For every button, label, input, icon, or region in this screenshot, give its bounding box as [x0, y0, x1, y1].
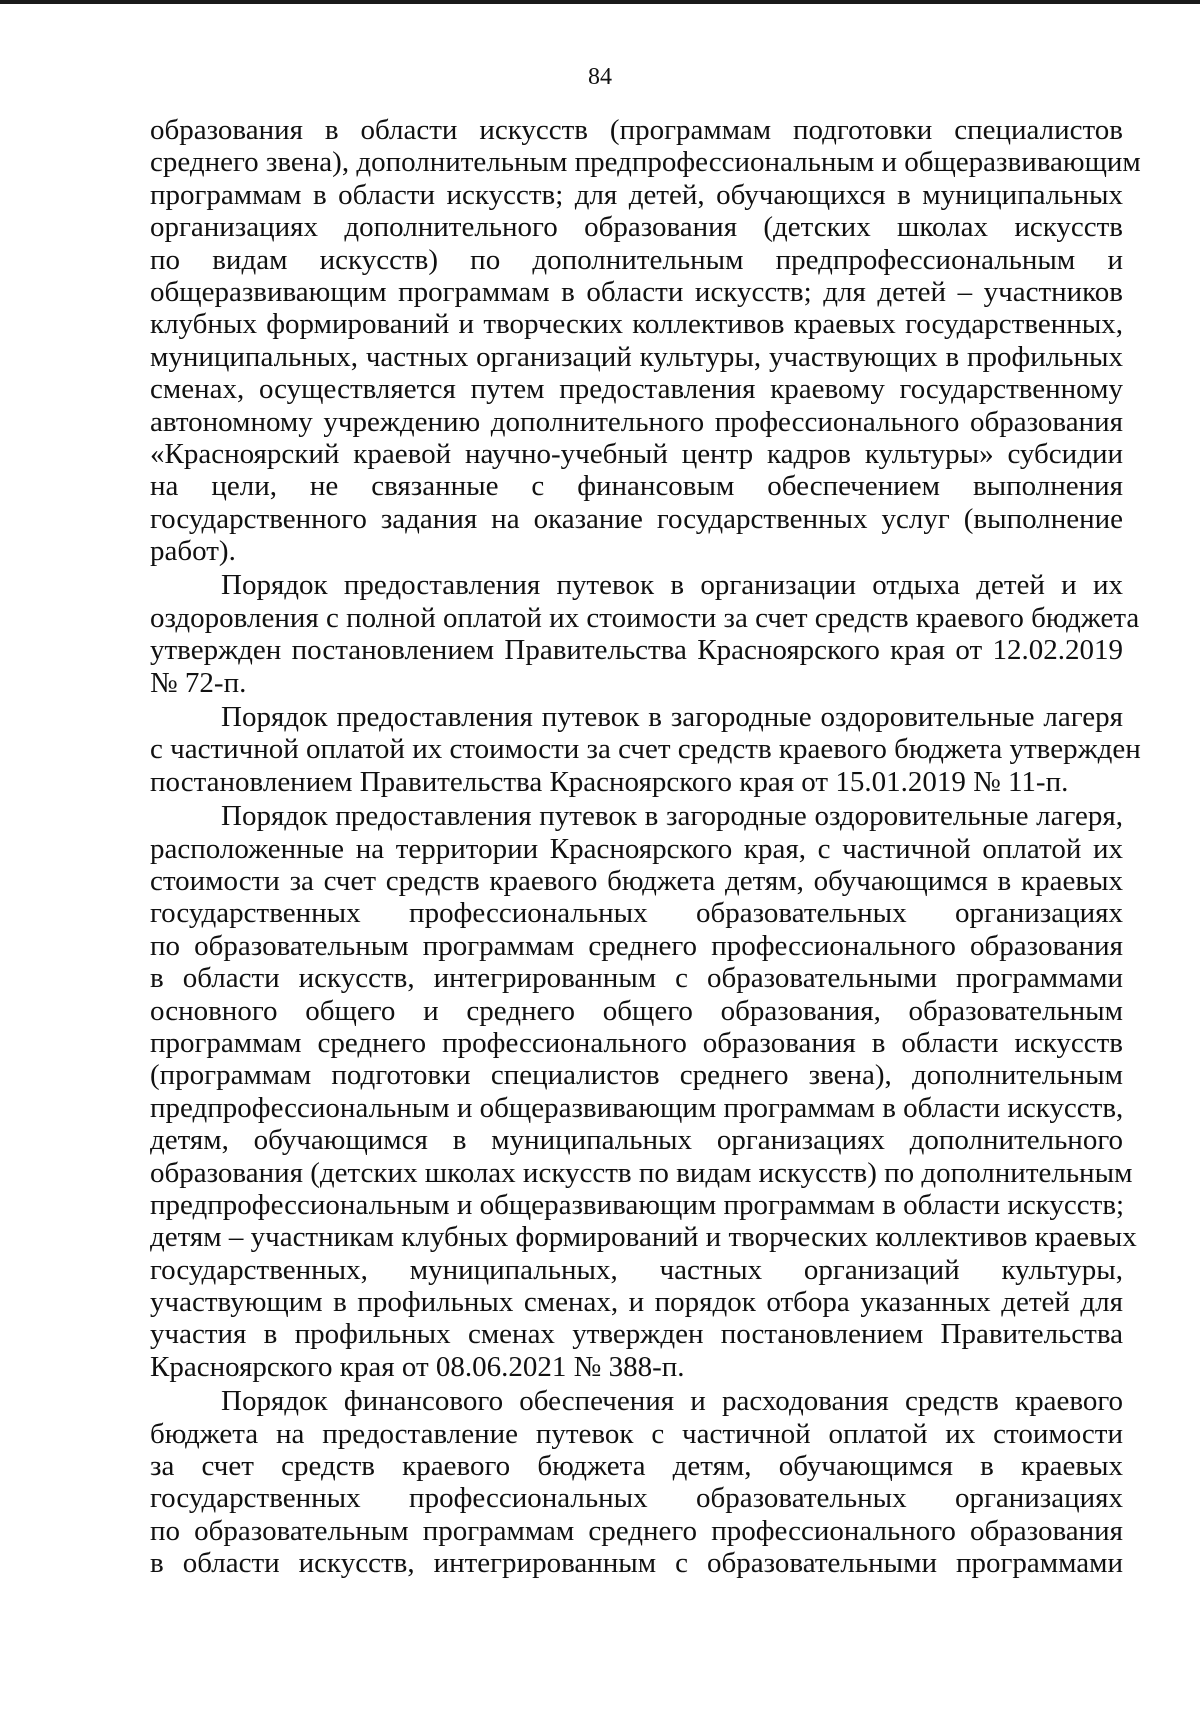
text-line: государственных профессиональных образовательных организациях	[150, 897, 1123, 930]
text-line: участия в профильных сменах утвержден постановлением Правительства	[150, 1318, 1123, 1351]
text-line: государственных, муниципальных, частных организаций культуры,	[150, 1253, 1123, 1286]
text-line: предпрофессиональным и общеразвивающим программам в области искусств;	[150, 1188, 1125, 1221]
paragraph-1	[150, 114, 1141, 568]
text-line: расположенные на территории Красноярского края, с частичной оплатой их	[150, 832, 1123, 865]
page-number: 84	[588, 64, 612, 90]
text-line: Порядок предоставления путевок в загородные оздоровительные лагеря	[221, 701, 1123, 734]
text-line: на цели, не связанные с финансовым обеспечением выполнения	[150, 470, 1123, 503]
text-line: образования (детских школах искусств по видам искусств) по дополнительным	[150, 1156, 1133, 1189]
text-line: оздоровления с полной оплатой их стоимости за счет средств краевого бюджета	[150, 601, 1140, 634]
paragraph-2	[150, 569, 1140, 699]
text-line: предпрофессиональным и общеразвивающим программам в области искусств,	[150, 1091, 1124, 1124]
text-line: детям, обучающимся в муниципальных организациях дополнительного	[150, 1124, 1123, 1157]
text-line: организациях дополнительного образования (детских школах искусств	[150, 211, 1123, 244]
text-line: программам в области искусств; для детей, обучающихся в муниципальных	[150, 178, 1123, 211]
top-border-rule	[0, 0, 1200, 4]
text-line: утвержден постановлением Правительства Красноярского края от 12.02.2019	[150, 634, 1123, 667]
text-line: среднего звена), дополнительным предпрофессиональным и общеразвивающим	[150, 146, 1141, 179]
text-line: работ).	[150, 535, 236, 568]
text-line: за счет средств краевого бюджета детям, обучающимся в краевых	[150, 1450, 1123, 1483]
text-line: участвующим в профильных сменах, и порядок отбора указанных детей для	[150, 1286, 1123, 1319]
paragraph-4	[150, 800, 1137, 1383]
text-line: клубных формирований и творческих коллективов краевых государственных,	[150, 308, 1123, 341]
text-line: Порядок предоставления путевок в организации отдыха детей и их	[221, 569, 1123, 602]
text-line: по образовательным программам среднего профессионального образования	[150, 1514, 1123, 1547]
text-line: по видам искусств) по дополнительным предпрофессиональным и	[150, 243, 1123, 276]
document-body	[150, 114, 1141, 1580]
text-line: автономному учреждению дополнительного профессионального образования	[150, 405, 1123, 438]
text-line: в области искусств, интегрированным с образовательными программами	[150, 1547, 1123, 1580]
text-line: постановлением Правительства Красноярского края от 15.01.2019 № 11-п.	[150, 765, 1069, 798]
text-line: государственных профессиональных образовательных организациях	[150, 1482, 1123, 1515]
text-line: детям – участникам клубных формирований и творческих коллективов краевых	[150, 1221, 1137, 1254]
text-line: образования в области искусств (программам подготовки специалистов	[150, 114, 1123, 146]
paragraph-3	[150, 701, 1141, 798]
text-line: Порядок предоставления путевок в загородные оздоровительные лагеря,	[221, 800, 1123, 833]
text-line: Порядок финансового обеспечения и расходования средств краевого	[221, 1385, 1123, 1418]
text-line: общеразвивающим программам в области искусств; для детей – участников	[150, 275, 1123, 308]
text-line: программам среднего профессионального образования в области искусств	[150, 1026, 1123, 1059]
text-line: основного общего и среднего общего образования, образовательным	[150, 994, 1123, 1027]
text-line: по образовательным программам среднего профессионального образования	[150, 929, 1123, 962]
text-line: (программам подготовки специалистов среднего звена), дополнительным	[150, 1059, 1123, 1092]
text-line: Красноярского края от 08.06.2021 № 388-п.	[150, 1350, 685, 1383]
text-line: в области искусств, интегрированным с образовательными программами	[150, 962, 1123, 995]
text-line: с частичной оплатой их стоимости за счет средств краевого бюджета утвержден	[150, 733, 1141, 766]
text-line: № 72-п.	[150, 666, 247, 699]
text-line: бюджета на предоставление путевок с частичной оплатой их стоимости	[150, 1417, 1123, 1450]
text-line: государственного задания на оказание государственных услуг (выполнение	[150, 502, 1123, 535]
text-line: «Красноярский краевой научно-учебный центр кадров культуры» субсидии	[150, 437, 1123, 470]
paragraph-5	[150, 1385, 1123, 1579]
text-line: сменах, осуществляется путем предоставления краевому государственному	[150, 373, 1123, 406]
text-line: муниципальных, частных организаций культуры, участвующих в профильных	[150, 340, 1123, 373]
text-line: стоимости за счет средств краевого бюджета детям, обучающимся в краевых	[150, 864, 1123, 897]
